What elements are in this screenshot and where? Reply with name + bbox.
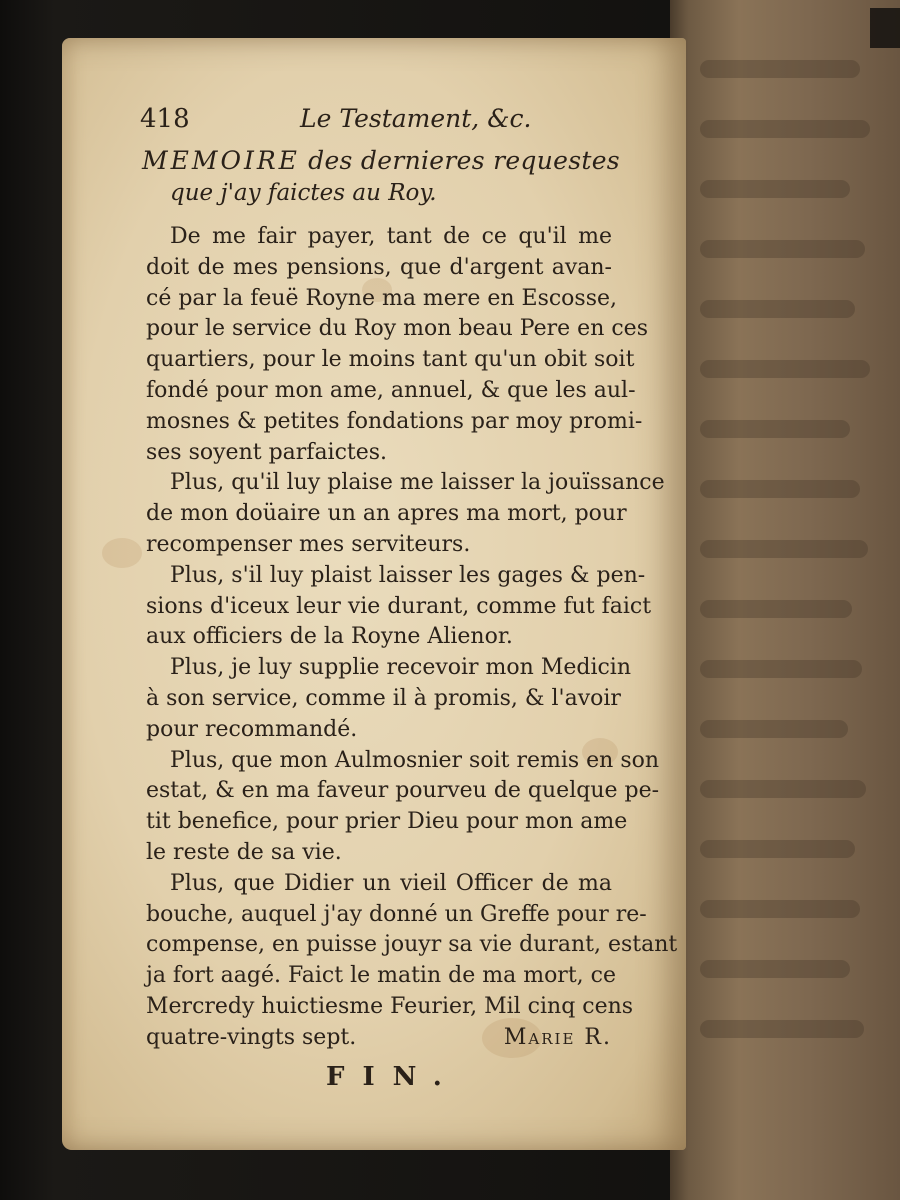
heading-rest: des dernieres requestes [308, 146, 620, 175]
closing-date-text: quatre-vingts sept. [146, 1024, 357, 1050]
text-line: sions d'iceux leur vie durant, comme fut faict [146, 593, 652, 619]
closing-line [146, 1023, 612, 1054]
section-heading-line-2: que j'ay faictes au Roy. [170, 180, 437, 206]
text-line: Plus, s'il luy plaist laisser les gages & pen- [170, 562, 646, 588]
text-line: aux officiers de la Royne Alienor. [146, 624, 513, 650]
heading-caps: MEMOIRE [142, 146, 300, 175]
text-line: Plus, que mon Aulmosnier soit remis en son [170, 747, 660, 773]
text-line: compense, en puisse jouyr sa vie durant, estant [146, 932, 678, 958]
text-line: tit benefice, pour prier Dieu pour mon ame [146, 809, 628, 835]
page-header [140, 104, 600, 138]
text-line: recompenser mes serviteurs. [146, 531, 471, 557]
text-line: ja fort aagé. Faict le matin de ma mort, ce [146, 963, 616, 989]
text-line: estat, & en ma faveur pourveu de quelque pe- [146, 778, 660, 804]
body-text [146, 222, 678, 1054]
text-line: le reste de sa vie. [146, 839, 342, 865]
text-line: ses soyent parfaictes. [146, 439, 388, 465]
text-line: quartiers, pour le moins tant qu'un obit soit [146, 347, 635, 373]
section-heading-line-1 [142, 146, 620, 175]
page-number: 418 [140, 104, 190, 134]
text-line: de mon doüaire un an apres ma mort, pour [146, 501, 627, 527]
text-line: à son service, comme il à promis, & l'avoir [146, 685, 621, 711]
text-line: Plus, je luy supplie recevoir mon Medicin [170, 655, 632, 681]
text-line: mosnes & petites fondations par moy promi- [146, 408, 643, 434]
text-line: Plus, que Didier un vieil Officer de ma [170, 870, 612, 896]
fin-marker: FIN. [326, 1062, 460, 1092]
text-line: pour le service du Roy mon beau Pere en ces [146, 316, 648, 342]
text-line: bouche, auquel j'ay donné un Greffe pour re- [146, 901, 647, 927]
text-line: Plus, qu'il luy plaise me laisser la jouïssance [170, 470, 665, 496]
running-head: Le Testament, &c. [300, 104, 532, 133]
text-line: pour recommandé. [146, 716, 358, 742]
text-line: cé par la feuë Royne ma mere en Escosse, [146, 285, 618, 311]
text-line: fondé pour mon ame, annuel, & que les aul- [146, 377, 636, 403]
text-line: doit de mes pensions, que d'argent avan- [146, 254, 612, 280]
signature: Marie R. [503, 1024, 612, 1050]
text-line: De me fair payer, tant de ce qu'il me [170, 224, 612, 249]
text-line: Mercredy huictiesme Feurier, Mil cinq cens [146, 993, 634, 1019]
